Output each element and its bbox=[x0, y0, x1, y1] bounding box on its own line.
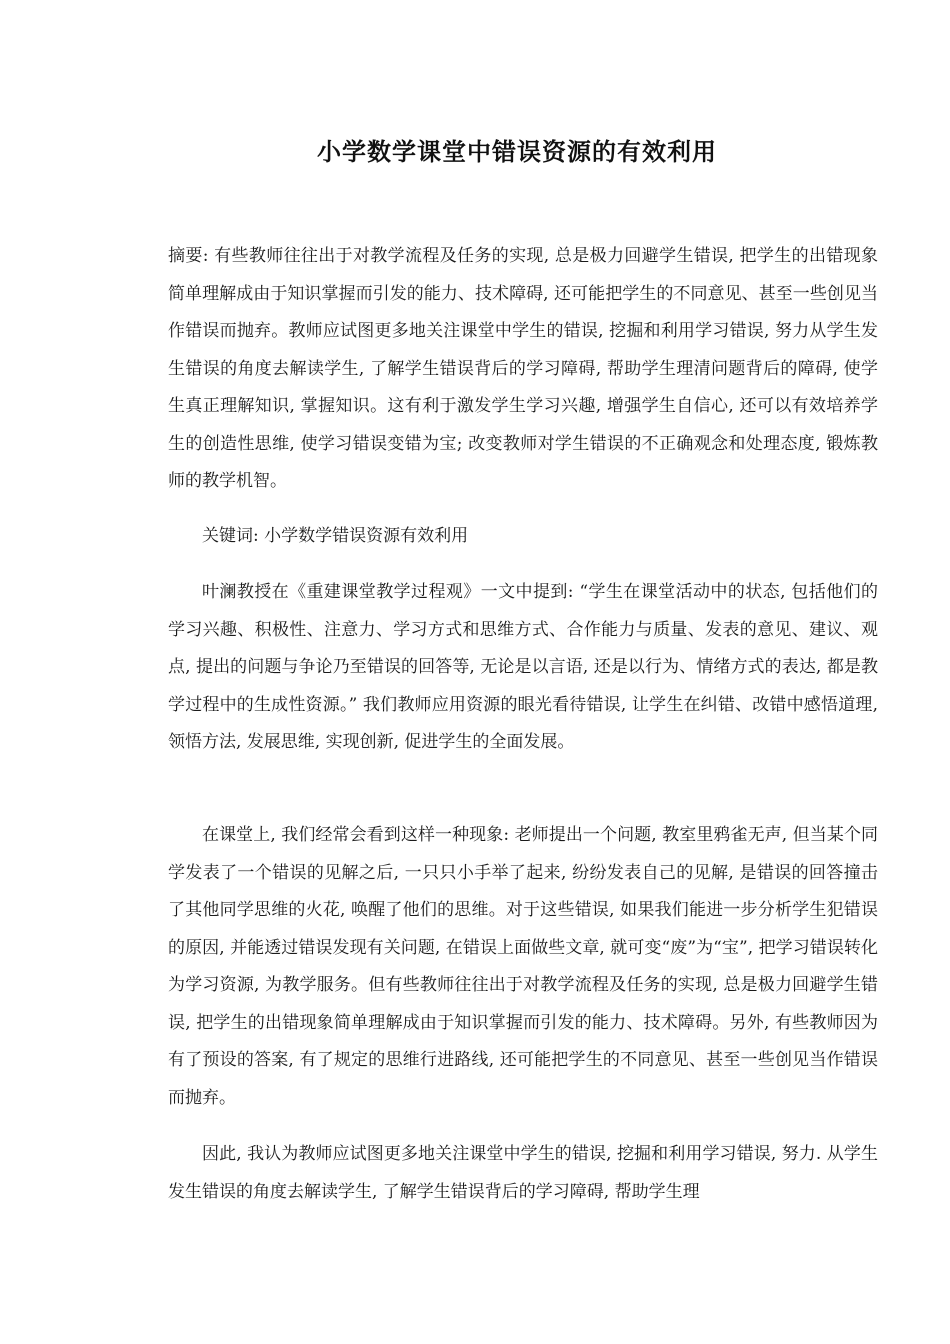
body-paragraph-3: 因此, 我认为教师应试图更多地关注课堂中学生的错误, 挖掘和利用学习错误, 努力. 从学生发生错误的角度去解读学生, 了解学生错误背后的学习障碍, 帮助学生理 bbox=[168, 1144, 878, 1202]
body-paragraph-1: 叶澜教授在《重建课堂教学过程观》一文中提到: “学生在课堂活动中的状态, 包括他们的学习兴趣、积极性、注意力、学习方式和思维方式、合作能力与质量、发表的意见、建议、观点, 提出的问题与争论乃至错误的回答等, 无论是以言语, 还是以行为、情绪方式的表达, 都是教学过程中的生成性资源。” 我们教师应用资源的眼光看待错误, 让学生在纠错、改错中感悟道理, 领悟方法, 发展思维, 实现创新, 促进学生的全面发展。 bbox=[168, 582, 878, 752]
keywords-line: 关键词: 小学数学错误资源有效利用 bbox=[202, 526, 469, 546]
body-paragraph-2: 在课堂上, 我们经常会看到这样一种现象: 老师提出一个问题, 教室里鸦雀无声, 但当某个同学发表了一个错误的见解之后, 一只只小手举了起来, 纷纷发表自己的见解, 是错误的回答撞击了其他同学思维的火花, 唤醒了他们的思维。对于这些错误, 如果我们能进一步分析学生犯错误的原因, 并能透过错误发现有关问题, 在错误上面做些文章, 就可变“废”为“宝”, 把学习错误转化为学习资源, 为教学服务。但有些教师往往出于对教学流程及任务的实现, 总是极力回避学生错误, 把学生的出错现象简单理解成由于知识掌握而引发的能力、技术障碍。另外, 有些教师因为有了预设的答案, 有了规定的思维行进路线, 还可能把学生的不同意见、甚至一些创见当作错误而抛弃。 bbox=[168, 825, 878, 1108]
abstract-paragraph: 摘要: 有些教师往往出于对教学流程及任务的实现, 总是极力回避学生错误, 把学生的出错现象简单理解成由于知识掌握而引发的能力、技术障碍, 还可能把学生的不同意见、甚至一些创见当作错误而抛弃。教师应试图更多地关注课堂中学生的错误, 挖掘和利用学习错误, 努力从学生发生错误的角度去解读学生, 了解学生错误背后的学习障碍, 帮助学生理清问题背后的障碍, 使学生真正理解知识, 掌握知识。这有利于激发学生学习兴趣, 增强学生自信心, 还可以有效培养学生的创造性思维, 使学习错误变错为宝; 改变教师对学生错误的不正确观念和处理态度, 锻炼教师的教学机智。 bbox=[168, 246, 878, 491]
document-title: 小学数学课堂中错误资源的有效利用 bbox=[317, 138, 717, 166]
